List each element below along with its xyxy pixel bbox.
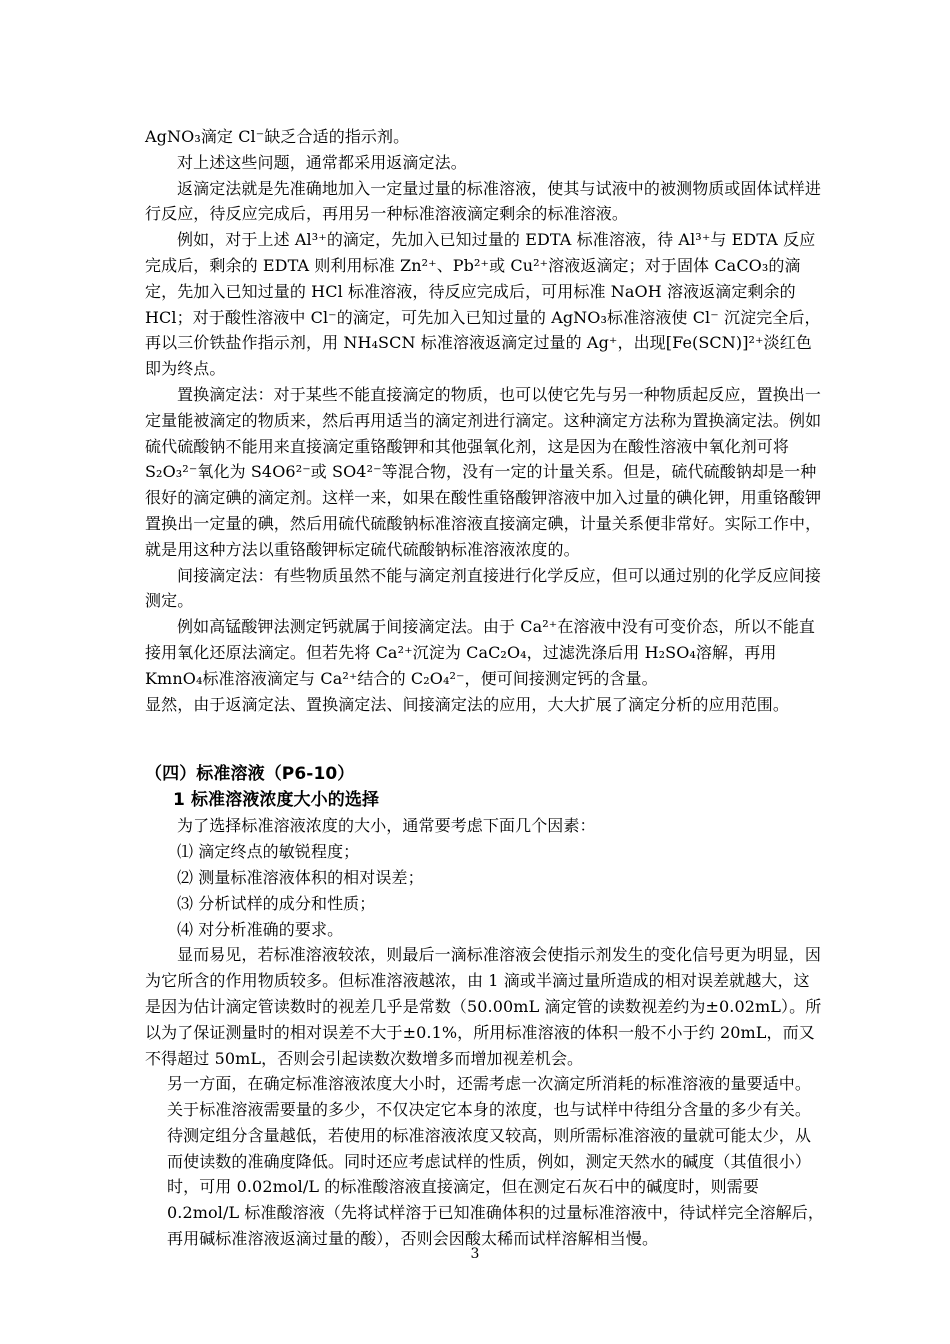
factor-item: ⑴ 滴定终点的敏锐程度； bbox=[177, 842, 360, 862]
factor-item: ⑷ 对分析准确的要求。 bbox=[177, 919, 344, 939]
paragraph-amount-discussion: 另一方面，在确定标准溶液浓度大小时，还需考虑一次滴定所消耗的标准溶液的量要适中。关于标准溶液需要量的多少，不仅决定它本身的浓度，也与试样中待组分含量的多少有关。待测定组分含量越低，若使用的标准溶液浓度又较高，则所需标准溶液的量就可能太少，从而使读数的准确度降低。同时还应考虑试样的性质，例如，测定天然水的碱度（其值很小）时，可用 0.02mol/L 的标准酸溶液直接滴定，但在测定石灰石中的碱度时，则需要 0.2mol/L 标准酸溶液（先将试样溶于已知准确体积的过量标准溶液中，待试样完全溶解后，再用碱标准溶液返滴过量的酸），否则会因酸太稀而试样溶解相当慢。 bbox=[167, 1074, 824, 1249]
paragraph-concentration-discussion: 显而易见，若标准溶液较浓，则最后一滴标准溶液会使指示剂发生的变化信号更为明显，因为它所含的作用物质较多。但标准溶液越浓，由 1 滴或半滴过量所造成的相对误差就越大，这是因为估计滴定管读数时的视差几乎是常数（50.00mL 滴定管的读数视差约为±0.02mL）。所以为了保证测量时的相对误差不大于±0.1%，所用标准溶液的体积一般不小于约 20mL，而又不得超过 50mL，否则会引起读数次数增多而增加视差机会。 bbox=[145, 945, 822, 1068]
factor-item: ⑵ 测量标准溶液体积的相对误差； bbox=[177, 867, 424, 887]
paragraph-back-titration-definition: 返滴定法就是先准确地加入一定量过量的标准溶液，使其与试液中的被测物质或固体试样进行反应，待反应完成后，再用另一种标准溶液滴定剩余的标准溶液。 bbox=[145, 178, 822, 224]
factors-intro: 为了选择标准溶液浓度的大小，通常要考虑下面几个因素： bbox=[177, 816, 596, 836]
page-number: 3 bbox=[470, 1246, 480, 1262]
paragraph-indirect-example: 例如高锰酸钾法测定钙就属于间接滴定法。由于 Ca²⁺在溶液中没有可变价态，所以不能直接用氧化还原法滴定。但若先将 Ca²⁺沉淀为 CaC₂O₄，过滤洗涤后用 H₂SO₄溶解，再用 KmnO₄标准溶液滴定与 Ca²⁺结合的 C₂O₄²⁻，便可间接测定钙的含量。 bbox=[145, 617, 815, 688]
subsection-heading: 1 标准溶液浓度大小的选择 bbox=[173, 790, 380, 811]
factor-item: ⑶ 分析试样的成分和性质； bbox=[177, 893, 376, 913]
document-page bbox=[145, 124, 825, 1252]
paragraph-indirect-titration: 间接滴定法：有些物质虽然不能与滴定剂直接进行化学反应，但可以通过别的化学反应间接测定。 bbox=[145, 565, 822, 611]
paragraph-summary: 显然，由于返滴定法、置换滴定法、间接滴定法的应用，大大扩展了滴定分析的应用范围。 bbox=[145, 694, 790, 714]
paragraph-replacement-titration: 置换滴定法：对于某些不能直接滴定的物质，也可以使它先与另一种物质起反应，置换出一定量能被滴定的物质来，然后再用适当的滴定剂进行滴定。这种滴定方法称为置换滴定法。例如硫代硫酸钠不能用来直接滴定重铬酸钾和其他强氧化剂，这是因为在酸性溶液中氧化剂可将 S₂O₃²⁻氧化为 S4O6²⁻或 SO4²⁻等混合物，没有一定的计量关系。但是，硫代硫酸钠却是一种很好的滴定碘的滴定剂。这样一来，如果在酸性重铬酸钾溶液中加入过量的碘化钾，用重铬酸钾置换出一定量的碘，然后用硫代硫酸钠标准溶液直接滴定碘，计量关系便非常好。实际工作中，就是用这种方法以重铬酸钾标定硫代硫酸钠标准溶液浓度的。 bbox=[145, 384, 822, 559]
paragraph-agno3-note: AgNO₃滴定 Cl⁻缺乏合适的指示剂。 bbox=[145, 127, 410, 146]
paragraph-back-titration-examples: 例如，对于上述 Al³⁺的滴定，先加入已知过量的 EDTA 标准溶液，待 Al³⁺与 EDTA 反应完成后，剩余的 EDTA 则利用标准 Zn²⁺、Pb²⁺或 Cu²⁺溶液返滴定；对于固体 CaCO₃的滴定，先加入已知过量的 HCl 标准溶液，待反应完成后，可用标准 NaOH 溶液返滴定剩余的 HCl；对于酸性溶液中 Cl⁻的滴定，可先加入已知过量的 AgNO₃标准溶液使 Cl⁻ 沉淀完全后，再以三价铁盐作指示剂，用 NH₄SCN 标准溶液返滴定过量的 Ag⁺，出现[Fe(SCN)]²⁺淡红色即为终点。 bbox=[145, 230, 821, 379]
section-heading: （四）标准溶液（P6-10） bbox=[145, 764, 355, 785]
paragraph-back-titration-intro: 对上述这些问题，通常都采用返滴定法。 bbox=[177, 152, 467, 172]
